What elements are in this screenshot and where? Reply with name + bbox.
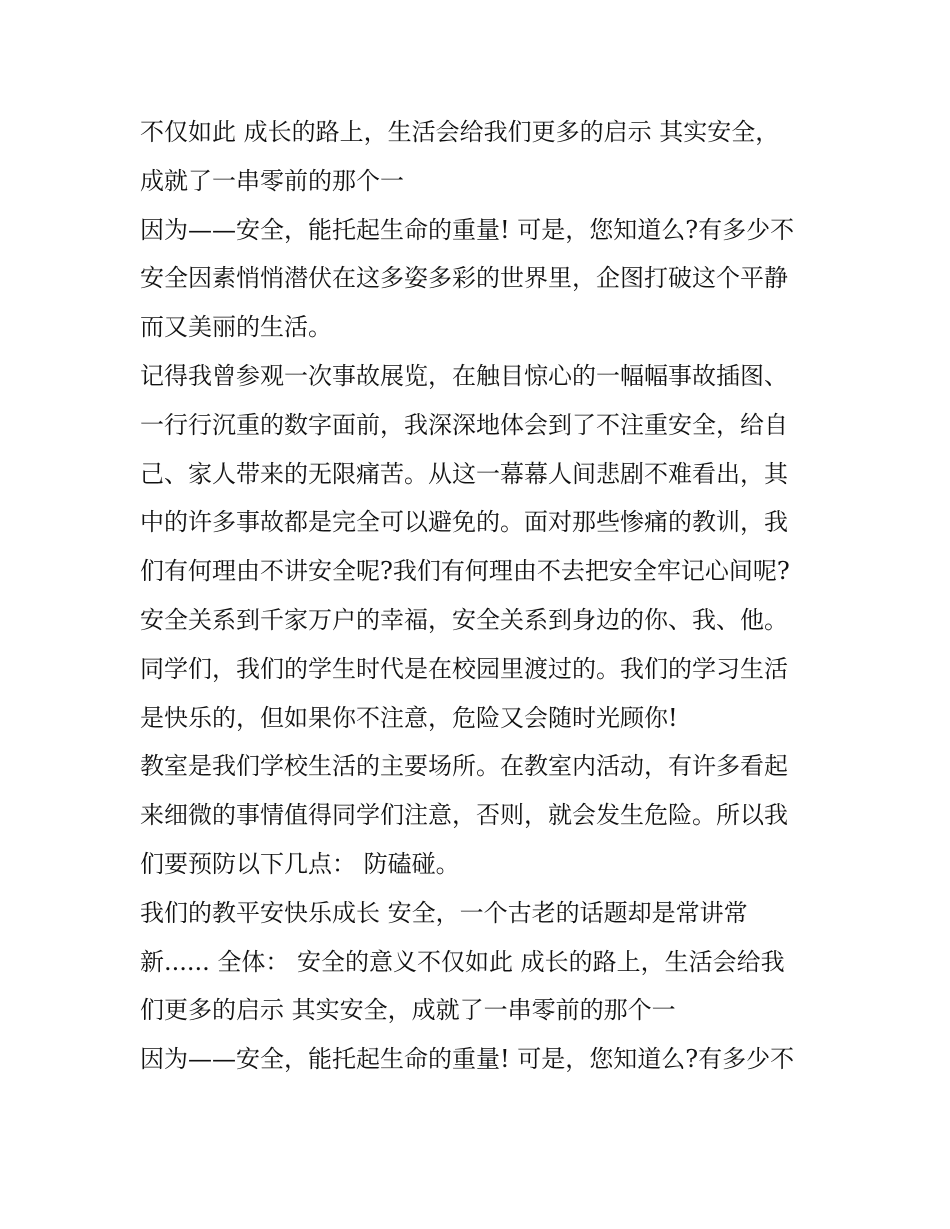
text-line: 教室是我们学校生活的主要场所。在教室内活动，有许多看起 — [140, 752, 788, 781]
text-line: 记得我曾参观一次事故展览，在触目惊心的一幅幅事故插图、 — [140, 361, 788, 390]
text-line: 不仅如此 成长的路上，生活会给我们更多的启示 其实安全， — [140, 118, 780, 146]
text-line: 己、家人带来的无限痛苦。从这一幕幕人间悲剧不难看出，其 — [140, 459, 788, 488]
text-line: 们更多的启示 其实安全，成就了一串零前的那个一 — [140, 996, 676, 1025]
text-line: 新...... 全体： 安全的意义不仅如此 成长的路上，生活会给我 — [140, 947, 785, 976]
text-line: 同学们，我们的学生时代是在校园里渡过的。我们的学习生活 — [140, 654, 788, 683]
text-line: 因为——安全，能托起生命的重量! 可是，您知道么?有多少不 — [140, 215, 795, 244]
text-line: 们要预防以下几点： 防磕碰。 — [140, 849, 460, 878]
text-line: 而又美丽的生活。 — [140, 313, 332, 342]
document-text — [140, 108, 820, 1084]
text-line: 是快乐的，但如果你不注意，危险又会随时光顾你! — [140, 703, 678, 732]
text-line: 我们的教平安快乐成长 安全，一个古老的话题却是常讲常 — [140, 898, 748, 927]
text-line: 安全关系到千家万户的幸福，安全关系到身边的你、我、他。 — [140, 605, 788, 634]
text-line: 一行行沉重的数字面前，我深深地体会到了不注重安全，给自 — [140, 410, 788, 439]
text-line: 来细微的事情值得同学们注意，否则，就会发生危险。所以我 — [140, 801, 788, 830]
text-line: 中的许多事故都是完全可以避免的。面对那些惨痛的教训，我 — [140, 508, 788, 537]
text-line: 安全因素悄悄潜伏在这多姿多彩的世界里，企图打破这个平静 — [140, 264, 788, 293]
text-line: 成就了一串零前的那个一 — [140, 166, 404, 195]
text-line: 因为——安全，能托起生命的重量! 可是，您知道么?有多少不 — [140, 1045, 795, 1074]
text-line: 们有何理由不讲安全呢?我们有何理由不去把安全牢记心间呢? — [140, 557, 790, 586]
